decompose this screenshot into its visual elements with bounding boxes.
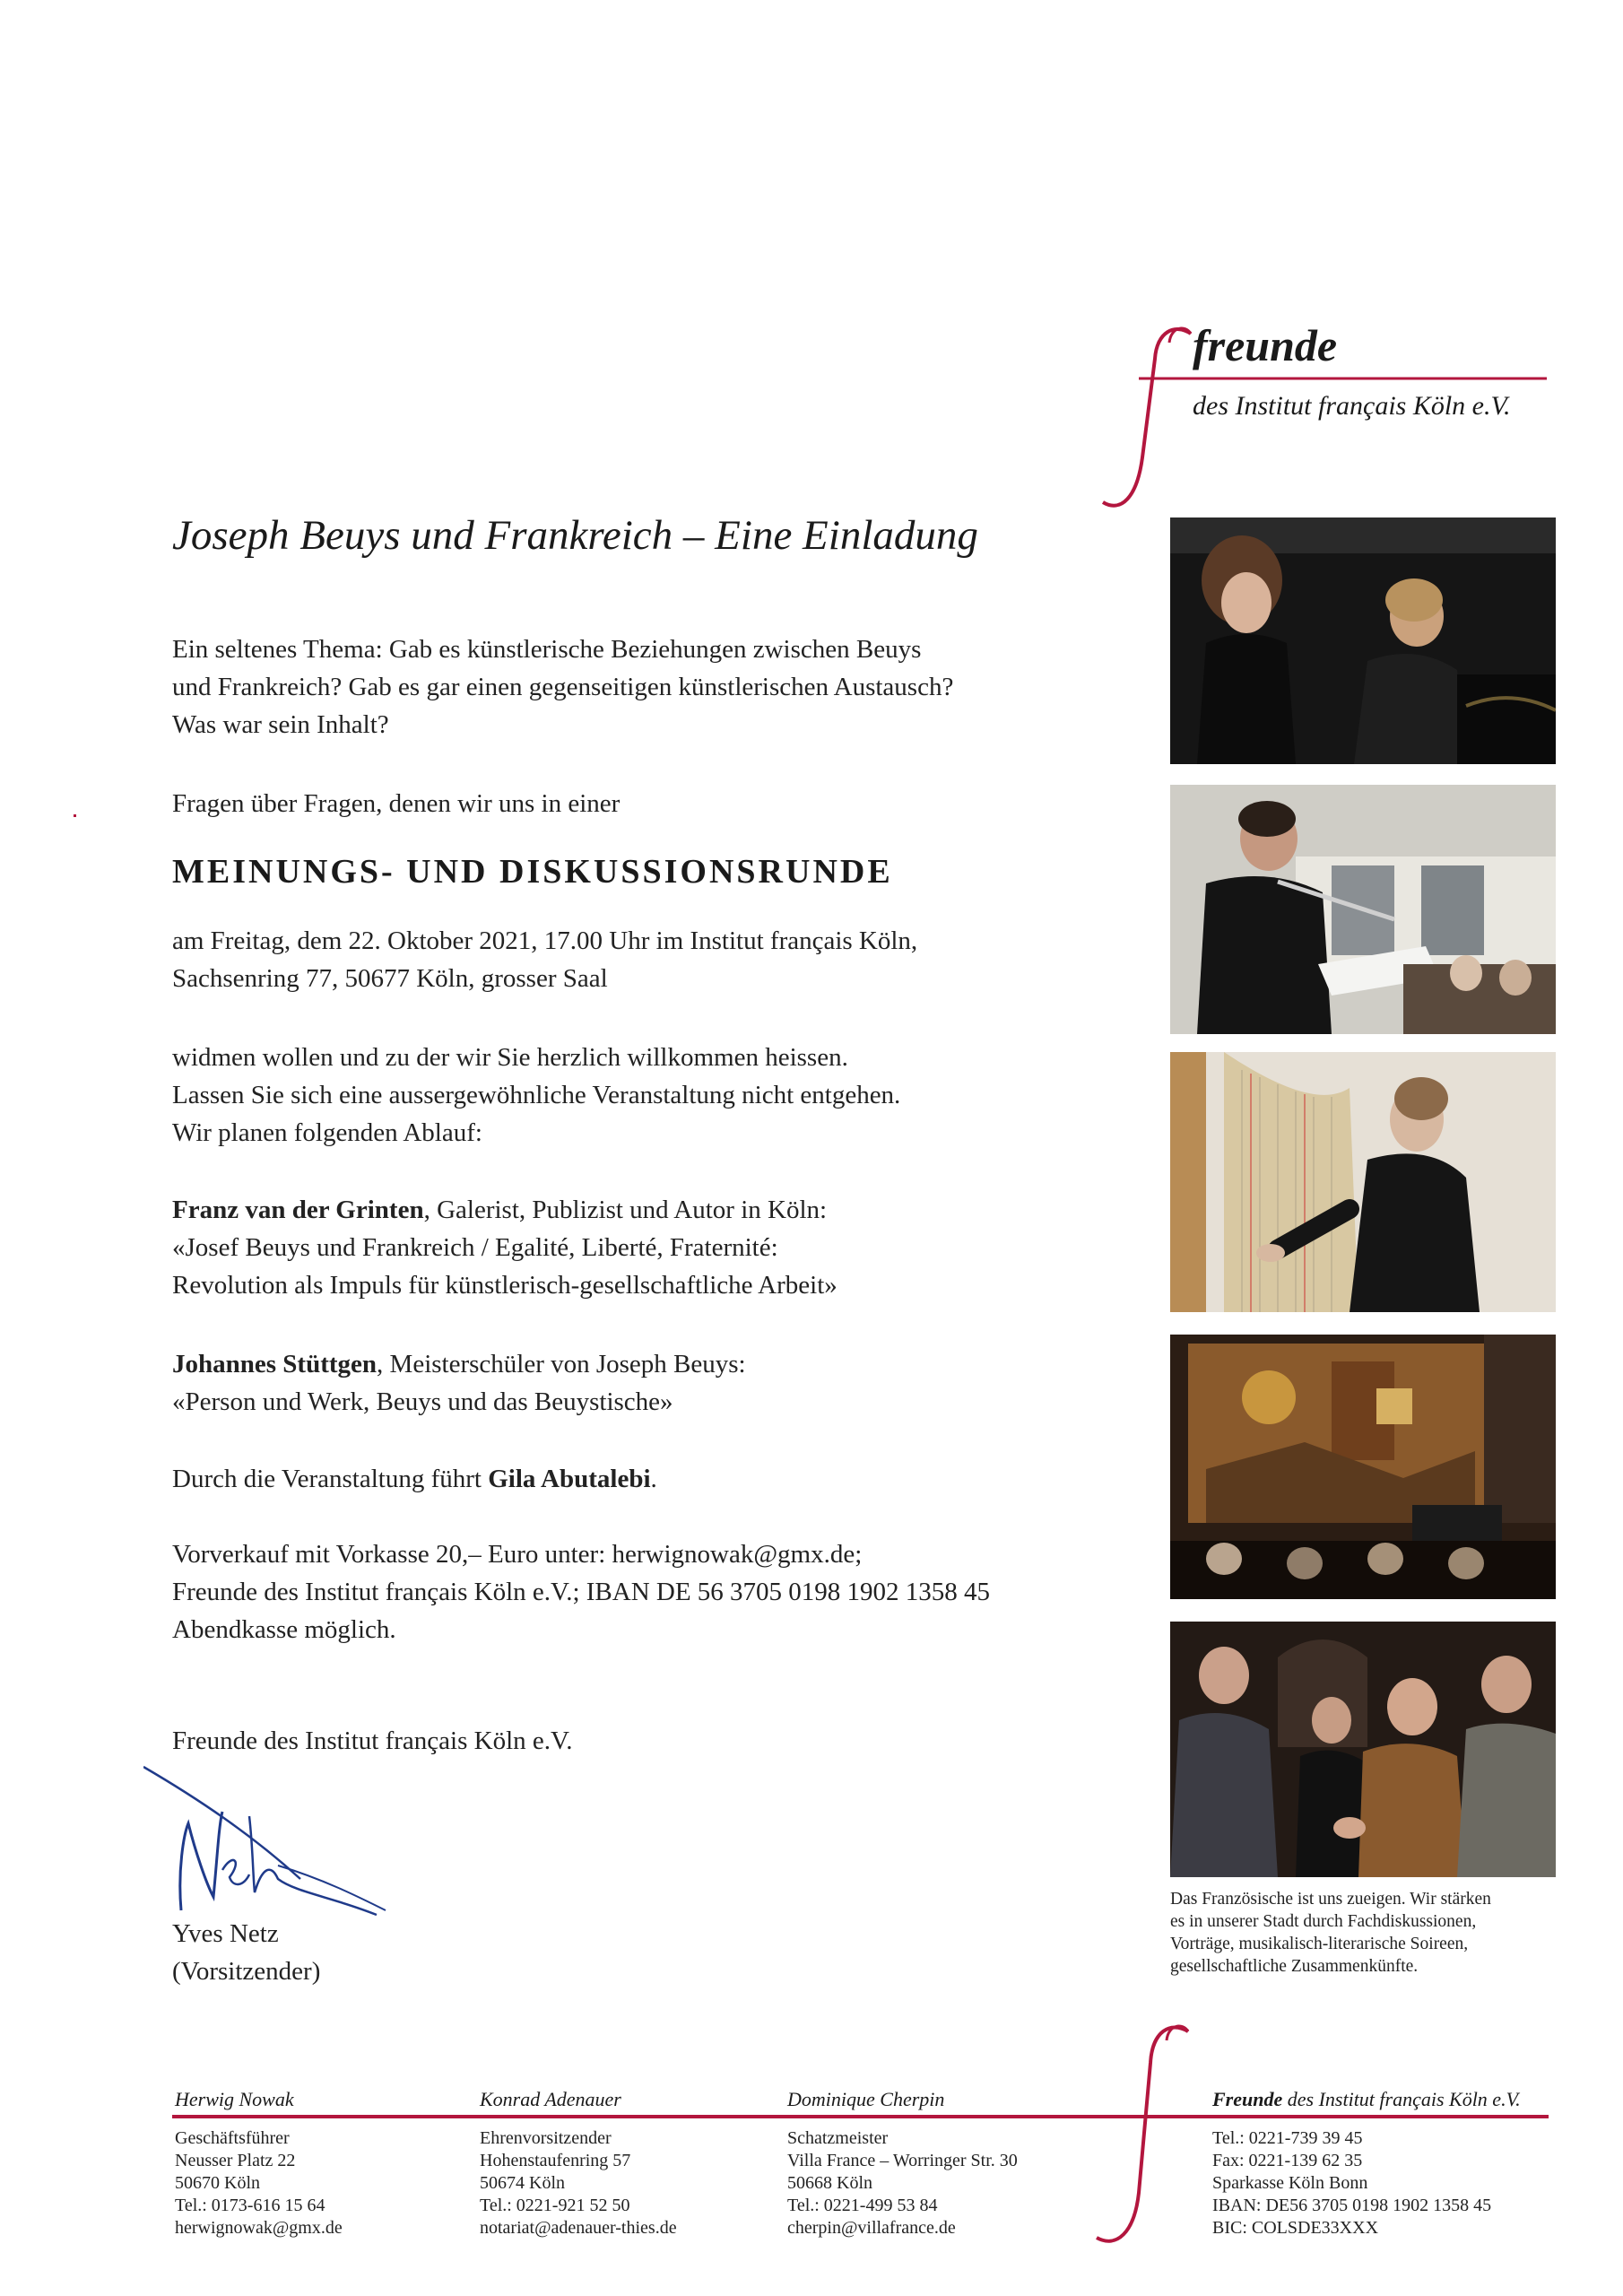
- event-line: am Freitag, dem 22. Oktober 2021, 17.00 Uhr im Institut français Köln,: [172, 926, 918, 955]
- intro-line: Was war sein Inhalt?: [172, 710, 389, 739]
- signer-block: [172, 1915, 320, 1990]
- tickets-line: Freunde des Institut français Köln e.V.; IBAN DE 56 3705 0198 1902 1358 45: [172, 1578, 991, 1606]
- photo-piano-concert: [1170, 517, 1556, 764]
- footer-line: Geschäftsführer: [175, 2128, 290, 2148]
- footer-col-cherpin: [787, 2127, 1018, 2239]
- footer-name-freunde-rest: des Institut français Köln e.V.: [1282, 2088, 1521, 2110]
- event-heading: MEINUNGS- UND DISKUSSIONSRUNDE: [172, 853, 893, 891]
- event-details: [172, 922, 1114, 997]
- closing-line: Freunde des Institut français Köln e.V.: [172, 1726, 573, 1755]
- signer-name: Yves Netz: [172, 1919, 279, 1948]
- margin-dot: [74, 814, 76, 817]
- footer-line: Sparkasse Köln Bonn: [1212, 2173, 1368, 2193]
- caption-line: Vorträge, musikalisch-literarische Soireen,: [1170, 1935, 1469, 1953]
- welcome-line: Lassen Sie sich eine aussergewöhnliche Veranstaltung nicht entgehen.: [172, 1081, 901, 1109]
- tickets-line: Vorverkauf mit Vorkasse 20,– Euro unter: herwignowak@gmx.de;: [172, 1540, 863, 1569]
- tickets-paragraph: [172, 1535, 1114, 1648]
- event-line: Sachsenring 77, 50677 Köln, grosser Saal: [172, 964, 608, 993]
- photo-harpist: [1170, 1052, 1556, 1312]
- footer-line: Tel.: 0221-739 39 45: [1212, 2128, 1363, 2148]
- caption-line: es in unserer Stadt durch Fachdiskussionen,: [1170, 1912, 1477, 1931]
- footer-line: Fax: 0221-139 62 35: [1212, 2151, 1363, 2170]
- footer-line: Hohenstaufenring 57: [480, 2151, 631, 2170]
- signer-role: (Vorsitzender): [172, 1957, 321, 1986]
- footer-name-freunde-bold: Freunde: [1212, 2088, 1283, 2110]
- speaker1-talk: «Josef Beuys und Frankreich / Egalité, Liberté, Fraternité:: [172, 1233, 778, 1262]
- footer-col-nowak: [175, 2127, 343, 2239]
- intro-line: und Frankreich? Gab es gar einen gegenseitigen künstlerischen Austausch?: [172, 673, 954, 701]
- footer-email-nowak[interactable]: herwignowak@gmx.de: [175, 2218, 343, 2238]
- footer-f-flourish-icon: [1089, 2022, 1197, 2251]
- footer-col-adenauer: [480, 2127, 677, 2239]
- speaker2-role: , Meisterschüler von Joseph Beuys:: [377, 1350, 746, 1378]
- footer-name-cherpin: Dominique Cherpin: [787, 2088, 945, 2110]
- logo-word: freunde: [1193, 320, 1338, 370]
- moderator-prefix: Durch die Veranstaltung führt: [172, 1465, 489, 1493]
- welcome-line: widmen wollen und zu der wir Sie herzlich willkommen heissen.: [172, 1043, 848, 1072]
- footer-name-nowak: Herwig Nowak: [175, 2088, 294, 2110]
- moderator-suffix: .: [650, 1465, 657, 1493]
- footer-line: Tel.: 0221-499 53 84: [787, 2196, 938, 2215]
- moderator-line: [172, 1460, 1114, 1498]
- logo: [1085, 320, 1551, 520]
- speaker1-block: [172, 1191, 1114, 1304]
- photo-reception: [1170, 1622, 1556, 1877]
- intro-line: Ein seltenes Thema: Gab es künstlerische Beziehungen zwischen Beuys: [172, 635, 922, 664]
- footer-line: IBAN: DE56 3705 0198 1902 1358 45: [1212, 2196, 1492, 2215]
- footer-line: Ehrenvorsitzender: [480, 2128, 612, 2148]
- photo-flute-player: [1170, 785, 1556, 1034]
- welcome-paragraph: [172, 1039, 1114, 1152]
- footer-email-cherpin[interactable]: cherpin@villafrance.de: [787, 2218, 956, 2238]
- footer-line: Neusser Platz 22: [175, 2151, 296, 2170]
- speaker2-name: Johannes Stüttgen: [172, 1350, 378, 1378]
- footer-name-freunde: [1212, 2088, 1521, 2111]
- footer-line: Tel.: 0221-921 52 50: [480, 2196, 630, 2215]
- intro-paragraph: [172, 631, 1114, 744]
- logo-subtitle: des Institut français Köln e.V.: [1193, 391, 1511, 421]
- footer-email-adenauer[interactable]: notariat@adenauer-thies.de: [480, 2218, 677, 2238]
- footer-line: 50674 Köln: [480, 2173, 565, 2193]
- letter-title: Joseph Beuys und Frankreich – Eine Einladung: [172, 512, 978, 559]
- speaker1-talk: Revolution als Impuls für künstlerisch-gesellschaftliche Arbeit»: [172, 1271, 838, 1300]
- footer-col-freunde: [1212, 2127, 1491, 2239]
- speaker2-block: [172, 1345, 1114, 1421]
- tickets-line: Abendkasse möglich.: [172, 1615, 396, 1644]
- footer-line: Villa France – Worringer Str. 30: [787, 2151, 1018, 2170]
- footer-line: BIC: COLSDE33XXX: [1212, 2218, 1379, 2238]
- signature-icon: [143, 1762, 395, 1933]
- questions-line: Fragen über Fragen, denen wir uns in einer: [172, 789, 621, 818]
- footer-name-adenauer: Konrad Adenauer: [480, 2088, 621, 2110]
- footer-line: Schatzmeister: [787, 2128, 889, 2148]
- caption-line: gesellschaftliche Zusammenkünfte.: [1170, 1957, 1419, 1976]
- footer-line: 50670 Köln: [175, 2173, 260, 2193]
- footer-line: Tel.: 0173-616 15 64: [175, 2196, 325, 2215]
- welcome-line: Wir planen folgenden Ablauf:: [172, 1118, 482, 1147]
- speaker2-talk: «Person und Werk, Beuys und das Beuystische»: [172, 1387, 673, 1416]
- photo-mural-hall: [1170, 1335, 1556, 1599]
- speaker1-role: , Galerist, Publizist und Autor in Köln:: [423, 1196, 828, 1224]
- moderator-name: Gila Abutalebi: [488, 1465, 651, 1493]
- footer-line: 50668 Köln: [787, 2173, 872, 2193]
- photo-caption: [1170, 1888, 1565, 1978]
- speaker1-name: Franz van der Grinten: [172, 1196, 424, 1224]
- caption-line: Das Französische ist uns zueigen. Wir stärken: [1170, 1890, 1491, 1909]
- footer-rule: [172, 2115, 1549, 2118]
